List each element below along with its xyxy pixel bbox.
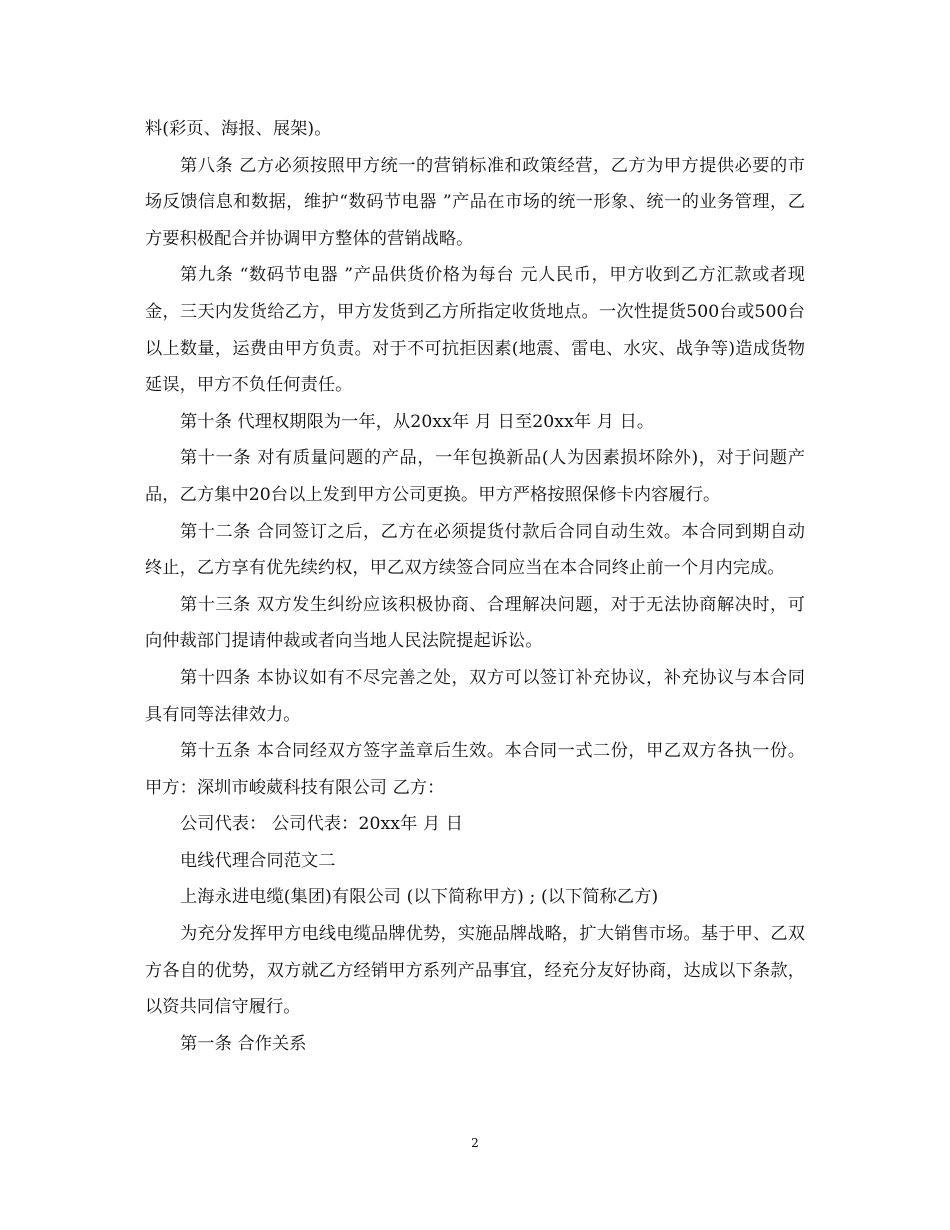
section-heading: 电线代理合同范文二 bbox=[180, 850, 336, 871]
paragraph-parties: 上海永进电缆(集团)有限公司 (以下简称甲方) ; (以下简称乙方) bbox=[180, 887, 659, 908]
paragraph: 料(彩页、海报、展架)。 bbox=[145, 119, 332, 139]
paragraph-article-12: 第十二条 合同签订之后，乙方在必须提货付款后合同自动生效。本合同到期自动终止，乙方享有优先续约权，甲乙双方续签合同应当在本合同终止前一个月内完成。 bbox=[145, 521, 805, 579]
paragraph-article-9: 第九条 “数码节电器 ”产品供货价格为每台 元人民币，甲方收到乙方汇款或者现金，三天内发货给乙方，甲方发货到乙方所指定收货地点。一次性提货500台或500台以上数量，运费由甲方负责。对于不可抗拒因素(地震、雷电、水灾、战争等)造成货物延误，甲方不负任何责任。 bbox=[145, 265, 805, 396]
paragraph-article-10: 第十条 代理权期限为一年，从20xx年 月 日至20xx年 月 日。 bbox=[180, 411, 655, 432]
paragraph-signature-line: 公司代表： 公司代表：20xx年 月 日 bbox=[180, 814, 464, 835]
paragraph-article-13: 第十三条 双方发生纠纷应该积极协商、合理解决问题，对于无法协商解决时，可向仲裁部门提请仲裁或者向当地人民法院提起诉讼。 bbox=[145, 594, 805, 652]
document-body bbox=[145, 111, 805, 1062]
paragraph-article-8: 第八条 乙方必须按照甲方统一的营销标准和政策经营，乙方为甲方提供必要的市场反馈信息和数据，维护“数码节电器 ”产品在市场的统一形象、统一的业务管理，乙方要积极配合并协调甲方整体的营销战略。 bbox=[145, 155, 805, 249]
paragraph-article-14: 第十四条 本协议如有不尽完善之处，双方可以签订补充协议，补充协议与本合同具有同等法律效力。 bbox=[145, 667, 805, 725]
paragraph-article-11: 第十一条 对有质量问题的产品，一年包换新品(人为因素损坏除外)，对于问题产品，乙方集中20台以上发到甲方公司更换。甲方严格按照保修卡内容履行。 bbox=[145, 448, 805, 505]
paragraph-article-15: 第十五条 本合同经双方签字盖章后生效。本合同一式二份，甲乙双方各执一份。 甲方：深圳市峻葳科技有限公司 乙方： bbox=[145, 741, 805, 798]
page-number: 2 bbox=[471, 1136, 479, 1150]
paragraph-preamble: 为充分发挥甲方电线电缆品牌优势，实施品牌战略，扩大销售市场。基于甲、乙双方各自的优势，双方就乙方经销甲方系列产品事宜，经充分友好协商，达成以下条款，以资共同信守履行。 bbox=[145, 924, 805, 1018]
paragraph-article-1: 第一条 合作关系 bbox=[180, 1033, 307, 1054]
